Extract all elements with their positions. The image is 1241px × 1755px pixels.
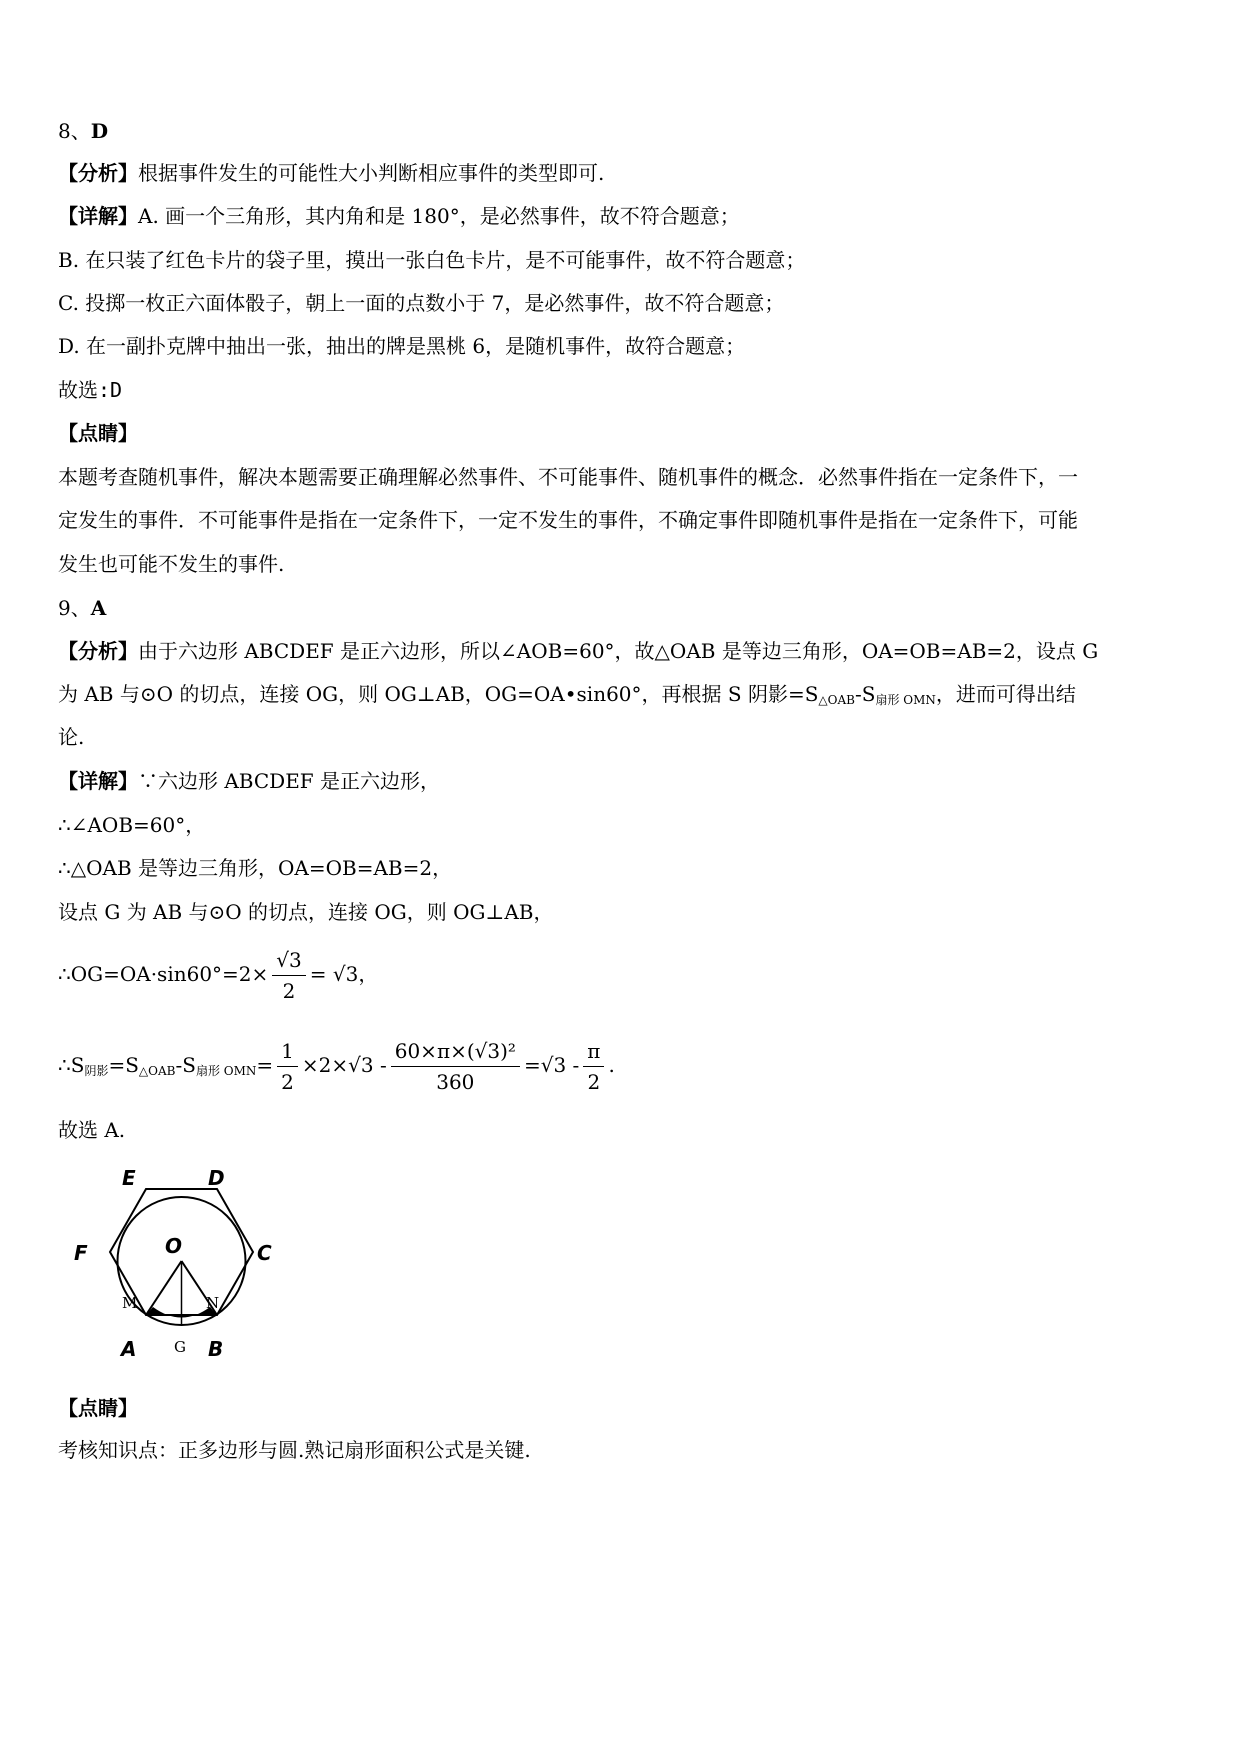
area-sub-shaded: 阴影 — [84, 1064, 109, 1078]
q8-detail-b: B. 在只装了红色卡片的袋子里，摸出一张白色卡片，是不可能事件，故不符合题意； — [58, 248, 806, 272]
half-fraction — [277, 1036, 298, 1097]
area-minus: -S — [175, 1053, 196, 1077]
q8-analysis-tag: 【分析】 — [58, 161, 138, 185]
label-o: O — [165, 1234, 183, 1258]
og-eq: = — [309, 962, 327, 986]
q8-analysis-text: 根据事件发生的可能性大小判断相应事件的类型即可. — [138, 161, 605, 185]
label-a: A — [121, 1337, 137, 1361]
area-sub-sector: 扇形 OMN — [195, 1064, 257, 1078]
q8-comment-tag: 【点睛】 — [58, 421, 138, 445]
q8-answer: D — [90, 119, 109, 143]
q9-analysis-2a: 为 AB 与⊙O 的切点，连接 OG，则 OG⊥AB，OG=OA•sin60°，再根据 S 阴影=S — [58, 682, 819, 706]
q9-analysis-tag: 【分析】 — [58, 639, 138, 663]
q9-analysis-2-sub1: △OAB — [818, 693, 855, 707]
q9-analysis-1 — [58, 638, 1098, 664]
q9-analysis-2 — [58, 681, 1076, 713]
q9-detail-2: ∴∠AOB=60°， — [58, 813, 206, 837]
area-eq2: = — [256, 1053, 274, 1077]
q9-number: 9、 — [58, 596, 91, 620]
q9-comment-tag: 【点睛】 — [58, 1396, 138, 1420]
label-m: M — [122, 1294, 138, 1312]
q9-detail-1 — [58, 768, 440, 794]
q8-detail-a — [58, 203, 740, 229]
label-g: G — [174, 1338, 186, 1356]
label-d: D — [208, 1166, 225, 1190]
og-end: ， — [358, 962, 379, 986]
q8-detail-tag: 【详解】 — [58, 204, 138, 228]
segment-oa — [146, 1261, 182, 1315]
q8-comment-2: 定发生的事件．不可能事件是指在一定条件下，一定不发生的事件，不确定事件即随机事件是指在一定条件下，可能 — [58, 508, 1078, 532]
q8-analysis — [58, 160, 604, 186]
q9-analysis-2c: ，进而可得出结 — [935, 682, 1076, 706]
sector-den: 360 — [436, 1070, 475, 1094]
label-e: E — [122, 1166, 136, 1190]
area-sub-triangle: △OAB — [138, 1064, 176, 1078]
q9-comment-1: 考核知识点：正多边形与圆.熟记扇形面积公式是关键. — [58, 1438, 531, 1462]
og-fraction-num: √3 — [272, 945, 305, 976]
q9-detail-tag: 【详解】 — [58, 769, 138, 793]
area-eq1: =S — [108, 1053, 139, 1077]
og-formula — [58, 945, 378, 1006]
sector-fraction — [391, 1036, 520, 1097]
q8-choose: 故选:D — [58, 378, 123, 402]
q8-detail-d: D. 在一副扑克牌中抽出一张，抽出的牌是黑桃 6，是随机事件，故符合题意； — [58, 334, 746, 358]
q8-detail-a-text: A. 画一个三角形，其内角和是 180°，是必然事件，故不符合题意； — [138, 204, 740, 228]
og-fraction-den: 2 — [282, 979, 296, 1003]
pi-num: π — [583, 1036, 604, 1067]
q9-answer: A — [90, 596, 107, 620]
q9-analysis-3: 论. — [58, 725, 85, 749]
label-c: C — [257, 1241, 272, 1265]
q9-analysis-2-sub2: 扇形 OMN — [875, 693, 936, 707]
q8-comment-1: 本题考查随机事件，解决本题需要正确理解必然事件、不可能事件、随机事件的概念．必然事件指在一定条件下，一 — [58, 465, 1078, 489]
half-den: 2 — [281, 1070, 294, 1094]
q9-heading — [58, 595, 106, 621]
q9-detail-1-text: ∵六边形 ABCDEF 是正六边形， — [138, 769, 441, 793]
og-lhs: ∴OG=OA·sin60°=2× — [58, 962, 269, 986]
q8-detail-c: C. 投掷一枚正六面体骰子，朝上一面的点数小于 7，是必然事件，故不符合题意； — [58, 291, 785, 315]
half-num: 1 — [277, 1036, 298, 1067]
pi-fraction — [583, 1036, 604, 1097]
label-f: F — [74, 1241, 88, 1265]
label-b: B — [208, 1337, 224, 1361]
q9-detail-3: ∴△OAB 是等边三角形，OA=OB=AB=2， — [58, 856, 453, 880]
area-formula — [58, 1036, 615, 1097]
pi-den: 2 — [587, 1070, 601, 1094]
q9-detail-4: 设点 G 为 AB 与⊙O 的切点，连接 OG，则 OG⊥AB， — [58, 900, 554, 924]
label-n: N — [206, 1294, 220, 1312]
q9-choose: 故选 A. — [58, 1118, 126, 1142]
q8-number: 8、 — [58, 119, 91, 143]
q9-analysis-1-text: 由于六边形 ABCDEF 是正六边形，所以∠AOB=60°，故△OAB 是等边三角形，OA=OB=AB=2，设点 G — [138, 639, 1099, 663]
sector-num: 60×π×(√3)² — [391, 1036, 520, 1067]
area-tail: =√3 - — [523, 1053, 580, 1077]
og-fraction — [272, 945, 305, 1006]
q8-comment-3: 发生也可能不发生的事件. — [58, 552, 285, 576]
area-s-lead: ∴S — [58, 1053, 85, 1077]
area-end: . — [608, 1053, 615, 1077]
q9-analysis-2b: -S — [854, 682, 876, 706]
hexagon-figure — [70, 1160, 320, 1380]
area-mid: ×2×√3 - — [301, 1053, 387, 1077]
og-rhs: √3 — [332, 962, 359, 986]
q8-heading — [58, 118, 108, 144]
